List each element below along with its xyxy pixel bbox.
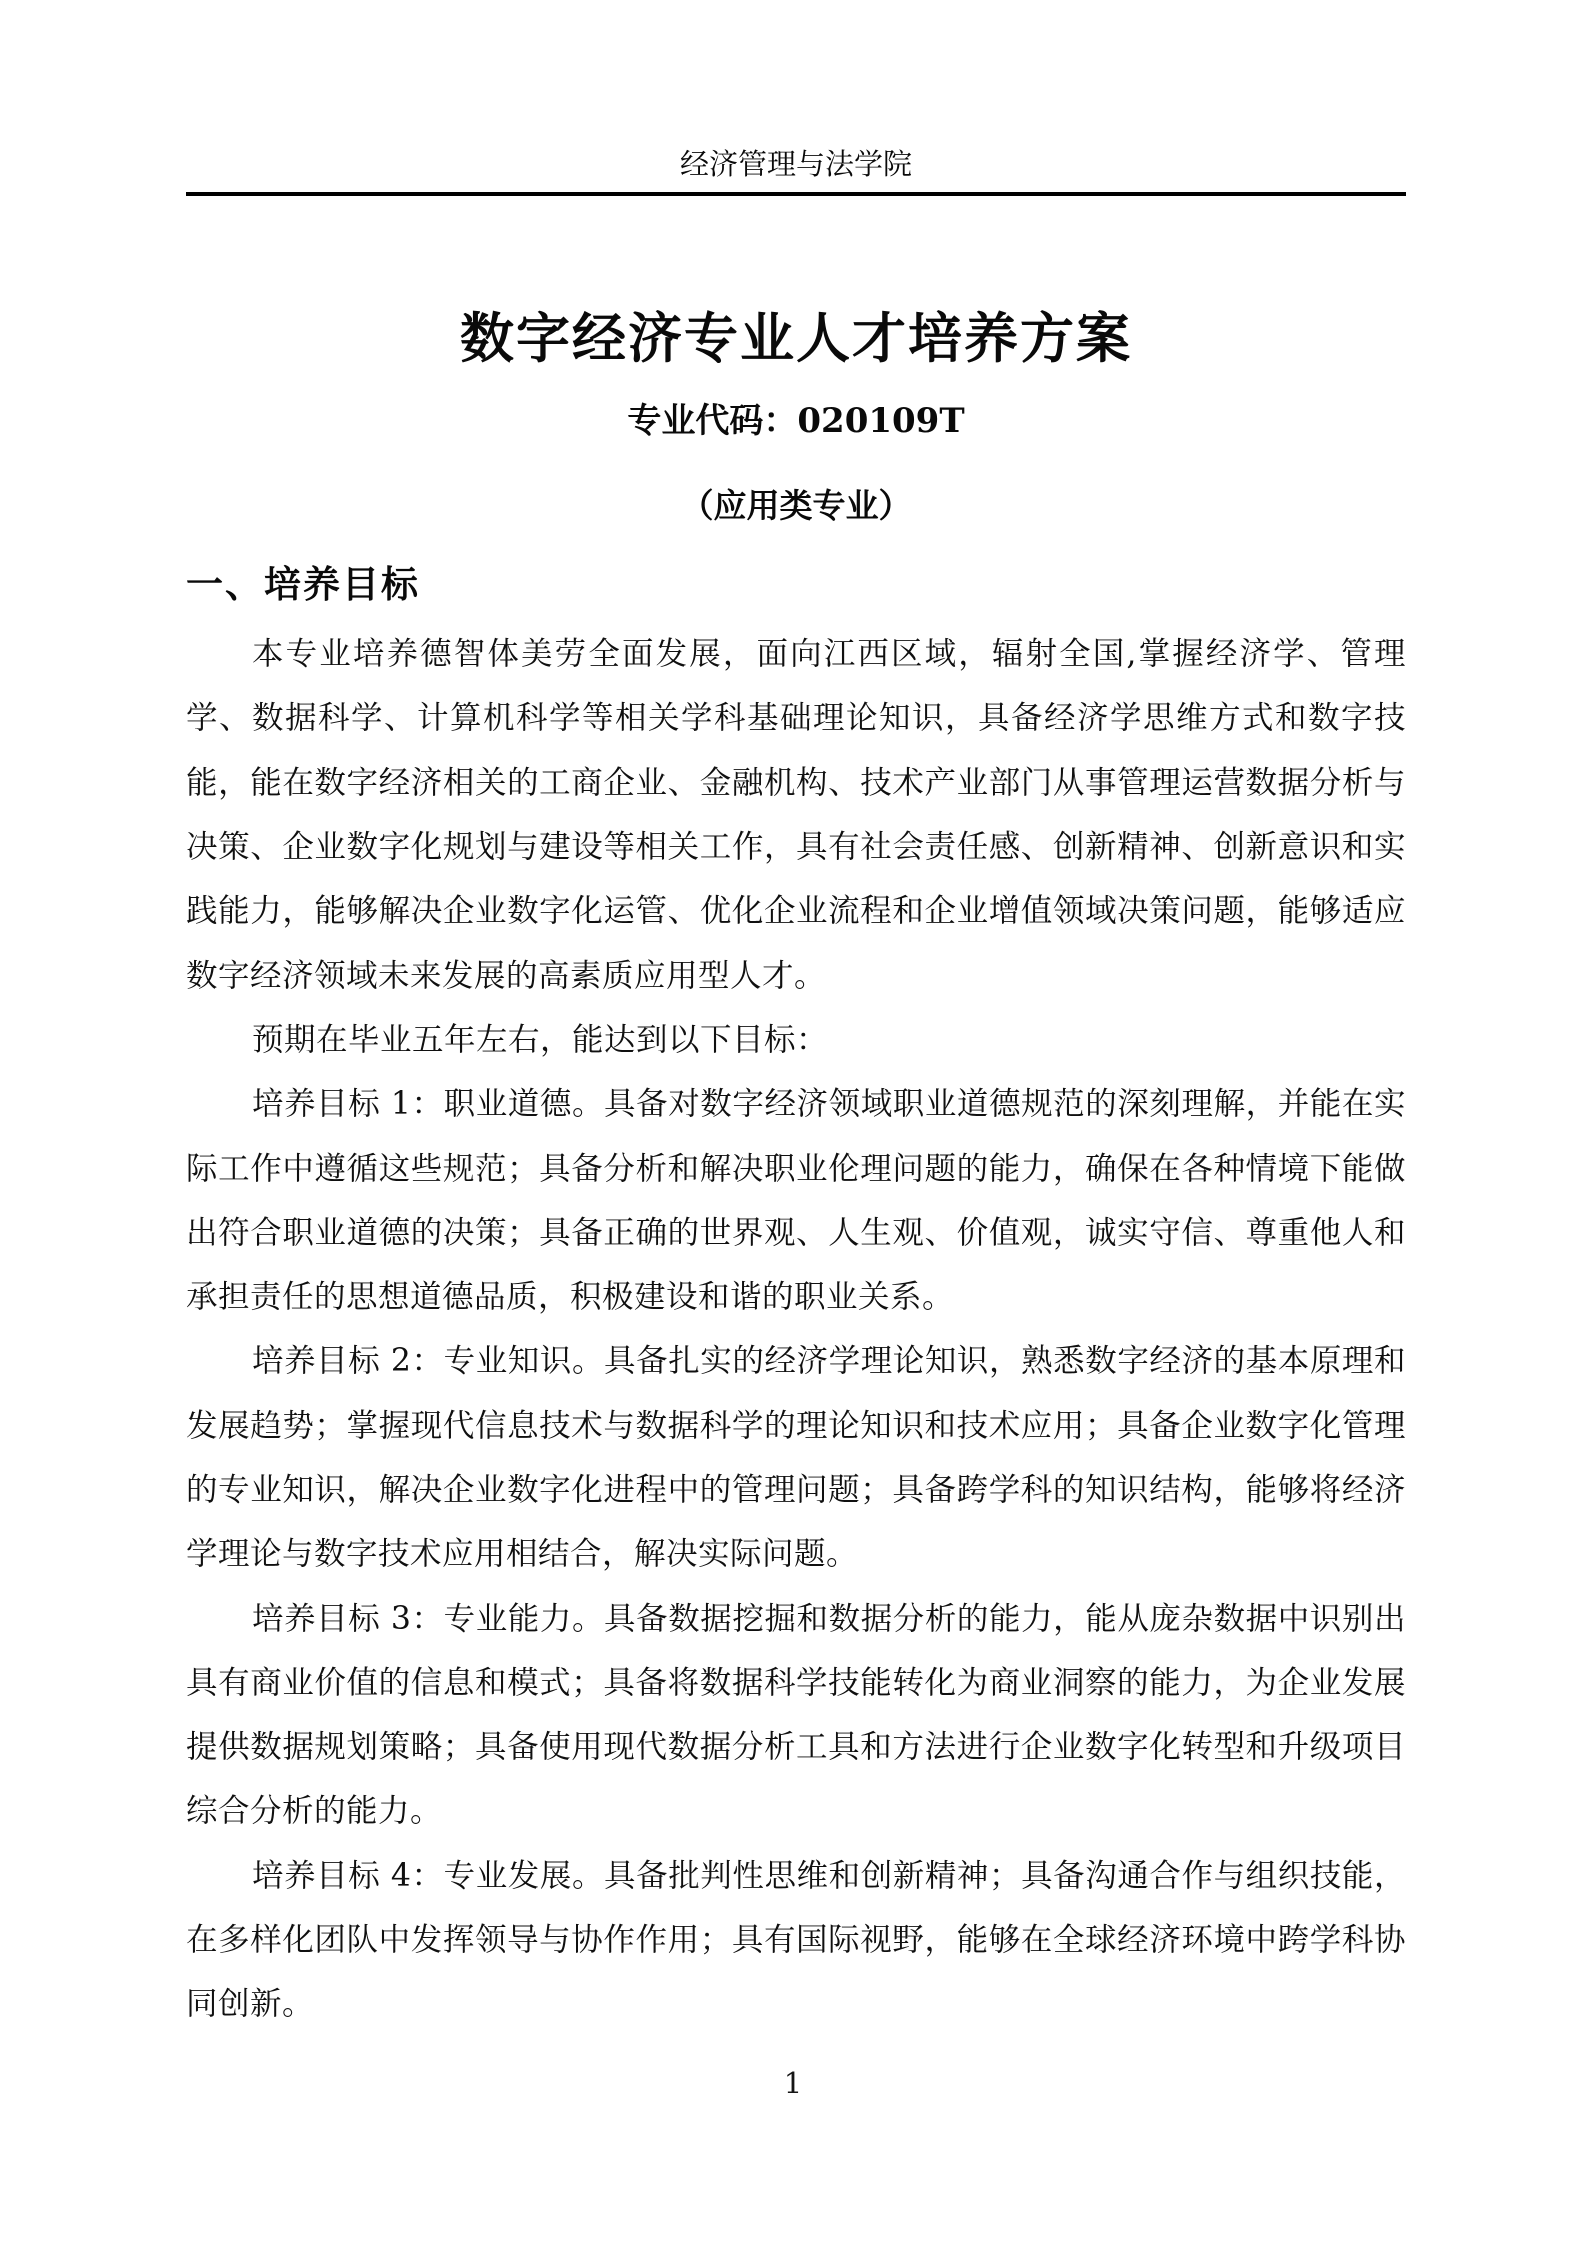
body-paragraph: 培养目标 3：专业能力。具备数据挖掘和数据分析的能力，能从庞杂数据中识别出具有商业价值的信息和模式；具备将数据科学技能转化为商业洞察的能力，为企业发展提供数据规划策略；具备使用现代数据分析工具和方法进行企业数字化转型和升级项目综合分析的能力。 — [186, 1600, 1406, 1830]
section-heading-training-objectives: 一、培养目标 — [186, 564, 420, 606]
body-paragraph: 培养目标 1：职业道德。具备对数字经济领域职业道德规范的深刻理解，并能在实际工作中遵循这些规范；具备分析和解决职业伦理问题的能力，确保在各种情境下能做出符合职业道德的决策；具备正确的世界观、人生观、价值观，诚实守信、尊重他人和承担责任的思想道德品质，积极建设和谐的职业关系。 — [186, 1086, 1406, 1316]
body-paragraph: 本专业培养德智体美劳全面发展，面向江西区域，辐射全国,掌握经济学、管理学、数据科学、计算机科学等相关学科基础理论知识，具备经济学思维方式和数字技能，能在数字经济相关的工商企业、金融机构、技术产业部门从事管理运营数据分析与决策、企业数字化规划与建设等相关工作，具有社会责任感、创新精神、创新意识和实践能力，能够解决企业数字化运管、优化企业流程和企业增值领域决策问题，能够适应数字经济领域未来发展的高素质应用型人才。 — [186, 636, 1406, 994]
major-category: （应用类专业） — [680, 485, 912, 525]
body-paragraph: 预期在毕业五年左右，能达到以下目标： — [252, 1021, 829, 1058]
major-code: 专业代码：020109T — [627, 401, 965, 442]
body-text — [186, 622, 1406, 2037]
body-paragraph: 培养目标 2：专业知识。具备扎实的经济学理论知识，熟悉数字经济的基本原理和发展趋势；掌握现代信息技术与数据科学的理论知识和技术应用；具备企业数字化管理的专业知识，解决企业数字化进程中的管理问题；具备跨学科的知识结构，能够将经济学理论与数字技术应用相结合，解决实际问题。 — [186, 1343, 1406, 1573]
body-paragraph: 培养目标 4：专业发展。具备批判性思维和创新精神；具备沟通合作与组织技能，在多样化团队中发挥领导与协作作用；具有国际视野，能够在全球经济环境中跨学科协同创新。 — [186, 1857, 1406, 2023]
page-number: 1 — [783, 2066, 803, 2100]
school-name: 经济管理与法学院 — [679, 147, 912, 181]
document-title: 数字经济专业人才培养方案 — [460, 306, 1132, 371]
running-header — [186, 0, 1406, 196]
